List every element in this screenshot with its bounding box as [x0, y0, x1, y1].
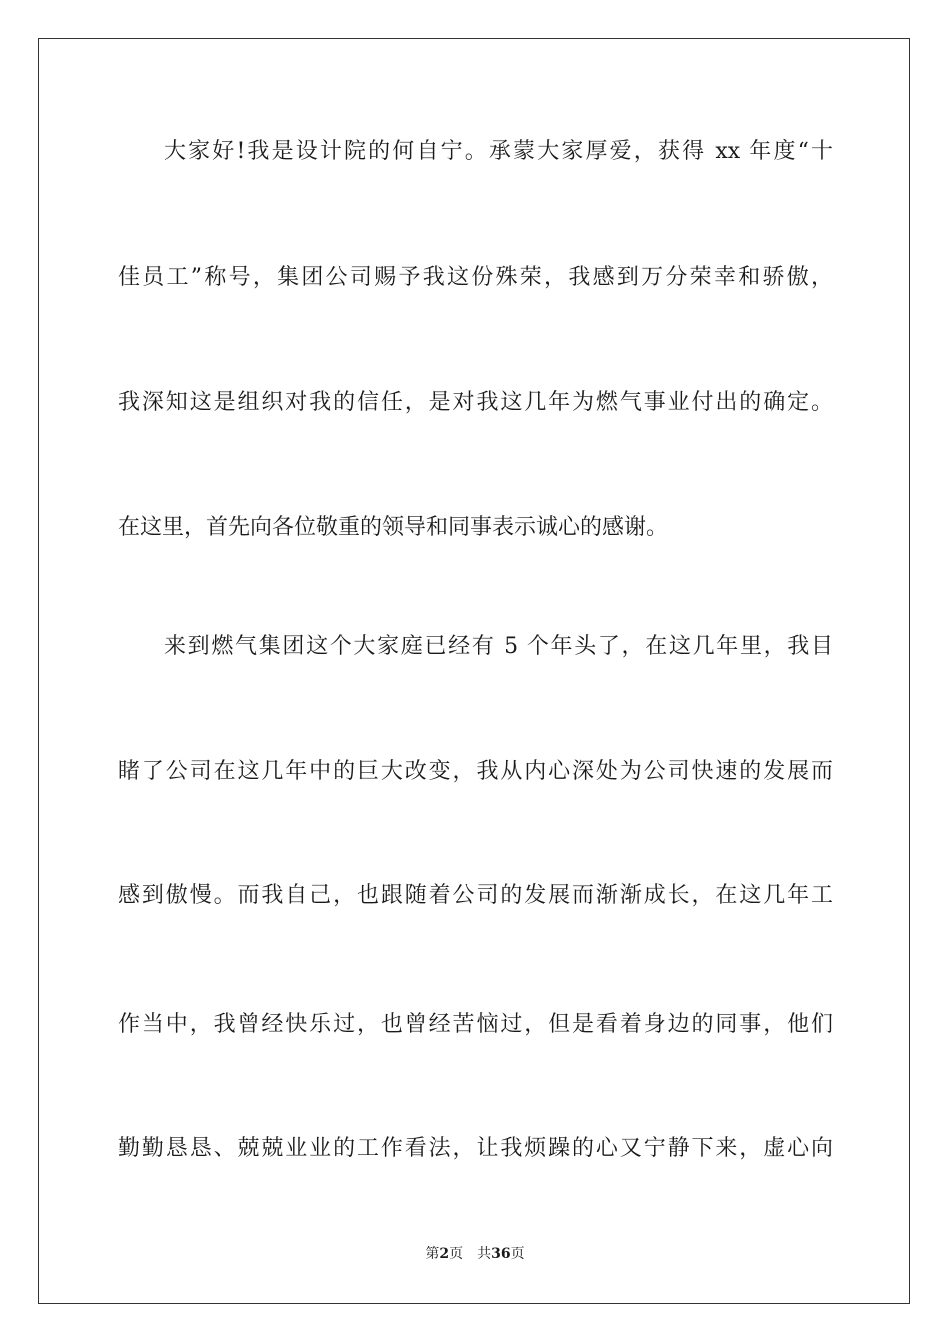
paragraph-2-line-2: 睹了公司在这几年中的巨大改变，我从内心深处为公司快速的发展而	[118, 759, 833, 784]
page-suffix: 页	[449, 1246, 464, 1262]
page-border	[38, 38, 910, 1304]
total-suffix: 页	[510, 1246, 525, 1262]
page-prefix: 第	[425, 1246, 440, 1262]
page-footer	[0, 1244, 950, 1264]
paragraph-2-line-3: 感到傲慢。而我自己，也跟随着公司的发展而渐渐成长，在这几年工	[118, 883, 833, 908]
paragraph-1-line-3: 我深知这是组织对我的信任，是对我这几年为燃气事业付出的确定。	[118, 390, 833, 415]
total-pages: 36	[491, 1246, 511, 1262]
paragraph-2-line-5: 勤勤恳恳、兢兢业业的工作看法，让我烦躁的心又宁静下来，虚心向	[118, 1136, 833, 1161]
paragraph-1-line-2: 佳员工”称号，集团公司赐予我这份殊荣，我感到万分荣幸和骄傲，	[118, 265, 833, 290]
paragraph-1-line-1: 大家好!我是设计院的何自宁。承蒙大家厚爱，获得 xx 年度“十	[164, 139, 833, 164]
paragraph-2-line-1: 来到燃气集团这个大家庭已经有 5 个年头了，在这几年里，我目	[164, 634, 833, 659]
paragraph-2-line-4: 作当中，我曾经快乐过，也曾经苦恼过，但是看着身边的同事，他们	[118, 1012, 833, 1037]
total-prefix: 共	[477, 1246, 492, 1262]
paragraph-1-line-4: 在这里，首先向各位敬重的领导和同事表示诚心的感谢。	[118, 515, 669, 540]
page-number: 2	[439, 1246, 450, 1262]
